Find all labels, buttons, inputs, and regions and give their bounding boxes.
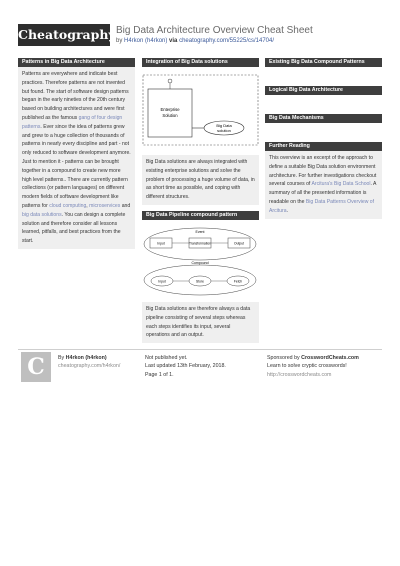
section-header-pipeline: Big Data Pipeline compound pattern <box>142 211 259 220</box>
big-data-solutions-link[interactable]: big data solutions <box>22 211 62 218</box>
patterns-text-c: . You can design a complete solution and therefore consider all lessons learned, pitfalls, and best practices from the start. <box>22 211 126 245</box>
enterprise-label-a: Enterprise <box>160 107 180 112</box>
microservices-link[interactable]: microservices <box>89 202 121 209</box>
patterns-and: and <box>121 202 131 209</box>
footer-published: Not published yet. <box>145 355 188 361</box>
byline <box>116 38 274 44</box>
cheatography-c-logo: C <box>21 352 51 382</box>
page-title: Big Data Architecture Overview Cheat Sheet <box>116 25 313 36</box>
pipeline-box-label-1: Input <box>157 241 165 246</box>
pipeline-oval-label-2: Store <box>196 279 204 284</box>
footer-sponsor <box>267 354 359 379</box>
event-label: Event <box>195 229 205 234</box>
pipeline-oval-label-1: Input <box>158 279 166 284</box>
reading-text-a: This overview is an excerpt of the approach to define a suitable Big Data solution environment architecture. For further investigations checkout several courses of <box>269 155 377 188</box>
footer-sponsor-tagline: Learn to solve cryptic crosswords! <box>267 363 347 370</box>
patterns-overview-link[interactable]: Big Data Patterns Overview of Arcitura <box>269 198 375 214</box>
section-body-integration: Big Data solutions are always integrated with existing enterprise solutions and solve the problem of processing a huge volume of data, in as short time as possible, and coping with different structures. <box>142 155 259 205</box>
by-prefix: by <box>116 38 123 44</box>
spacer <box>265 123 382 142</box>
section-header-mechanisms: Big Data Mechanisms <box>265 114 382 123</box>
footer-author-name[interactable]: H4rkon (h4rkon) <box>65 355 107 361</box>
section-header-logical-architecture: Logical Big Data Architecture <box>265 86 382 95</box>
pipeline-diagram <box>142 220 259 302</box>
footer-updated: Last updated 13th February, 2018. <box>145 363 226 370</box>
big-data-label-b: solution <box>217 128 231 133</box>
integration-diagram <box>142 67 259 155</box>
user-icon <box>168 79 172 83</box>
footer-divider <box>18 349 382 350</box>
pipeline-figure <box>142 220 259 302</box>
column-1 <box>18 58 135 249</box>
integration-figure <box>142 67 259 155</box>
footer-sponsor-url[interactable]: http://crosswordcheats.com <box>267 371 332 378</box>
via-label: via <box>169 38 178 44</box>
big-data-school-link[interactable]: Arcitura's Big Data School <box>311 181 371 188</box>
column-3 <box>265 58 382 219</box>
spacer <box>265 95 382 114</box>
section-header-further-reading: Further Reading <box>265 142 382 151</box>
big-data-label-a: Big Data <box>216 123 232 128</box>
patterns-text-b: . Ever since the idea of patterns grew and grew to a huge collection of thousands of patterns in nearly every discipline and part - not only reduced to software development anymore. Just to mention it - patterns can be brought together in a compound to create new more high level patterns.. There are currently pattern collections (or pattern languages) on different modern fields of software development like patterns for <box>22 123 131 209</box>
section-header-integration: Integration of Big Data solutions <box>142 58 259 67</box>
sheet-url-link[interactable]: cheatography.com/55225/cs/14704/ <box>179 38 275 44</box>
footer-page: Page 1 of 1. <box>145 371 174 378</box>
patterns-text-a: Patterns are everywhere and indicate best practices. Therefore patterns are not invented but found. The start of software design patterns began in the early nineties of the 20th century based on building architectures and were first published as the famous <box>22 71 129 121</box>
enterprise-label-b: Solution <box>162 113 178 118</box>
footer-publishing <box>145 354 226 379</box>
reading-text-b: . A summary of all the presented information is readable on the <box>269 181 377 205</box>
cloud-computing-link[interactable]: cloud computing <box>49 202 87 209</box>
footer-by-label: By <box>58 355 65 361</box>
pipeline-box-label-3: Output <box>234 241 244 246</box>
footer-sponsor-prefix: Sponsored by <box>267 355 300 361</box>
section-body-pipeline: Big Data solutions are therefore always a data pipeline consisting of several steps whereas each steps identifies its input, several operations and an output. <box>142 302 259 343</box>
pipeline-oval-label-3: Fetch <box>233 279 243 284</box>
author-link[interactable]: H4rkon (h4rkon) <box>124 38 168 44</box>
footer-author-url[interactable]: cheatography.com/h4rkon/ <box>58 363 121 370</box>
reading-text-c: . <box>286 207 288 214</box>
gang-of-four-link[interactable]: gang of four design patterns <box>22 114 123 130</box>
header <box>0 0 400 54</box>
section-body-patterns: Patterns are everywhere and indicate best practices. Therefore patterns are not invented but found. The start of software design patterns began in the early nineties of the 20th century based on building architectures and were first published as the famous gang of four design patterns. Ever since the idea of patterns grew and grew to a huge collection of thousands of patterns in nearly every discipline and part - not only reduced to software development anymore. Just to mention it - patterns can be brought together in a compound to create new more high level patterns.. There are currently pattern collections (or pattern languages) on different modern fields of software development like patterns for cloud computing, microservices and big data solutions. You can design a complete solution and therefore consider all lessons learned, pitfalls, and best practices from the start. <box>18 67 135 249</box>
cheatography-logo[interactable]: Cheatography <box>18 24 110 46</box>
footer-sponsor-name[interactable]: CrosswordCheats.com <box>301 355 359 361</box>
compound-label: Compound <box>191 260 209 265</box>
section-header-patterns: Patterns in Big Data Architecture <box>18 58 135 67</box>
section-body-further-reading <box>265 151 382 219</box>
footer-author <box>58 354 120 371</box>
column-2 <box>142 58 259 343</box>
section-header-existing-patterns: Existing Big Data Compound Patterns <box>265 58 382 67</box>
spacer <box>265 67 382 86</box>
pipeline-box-label-2: Transformation <box>188 241 212 246</box>
